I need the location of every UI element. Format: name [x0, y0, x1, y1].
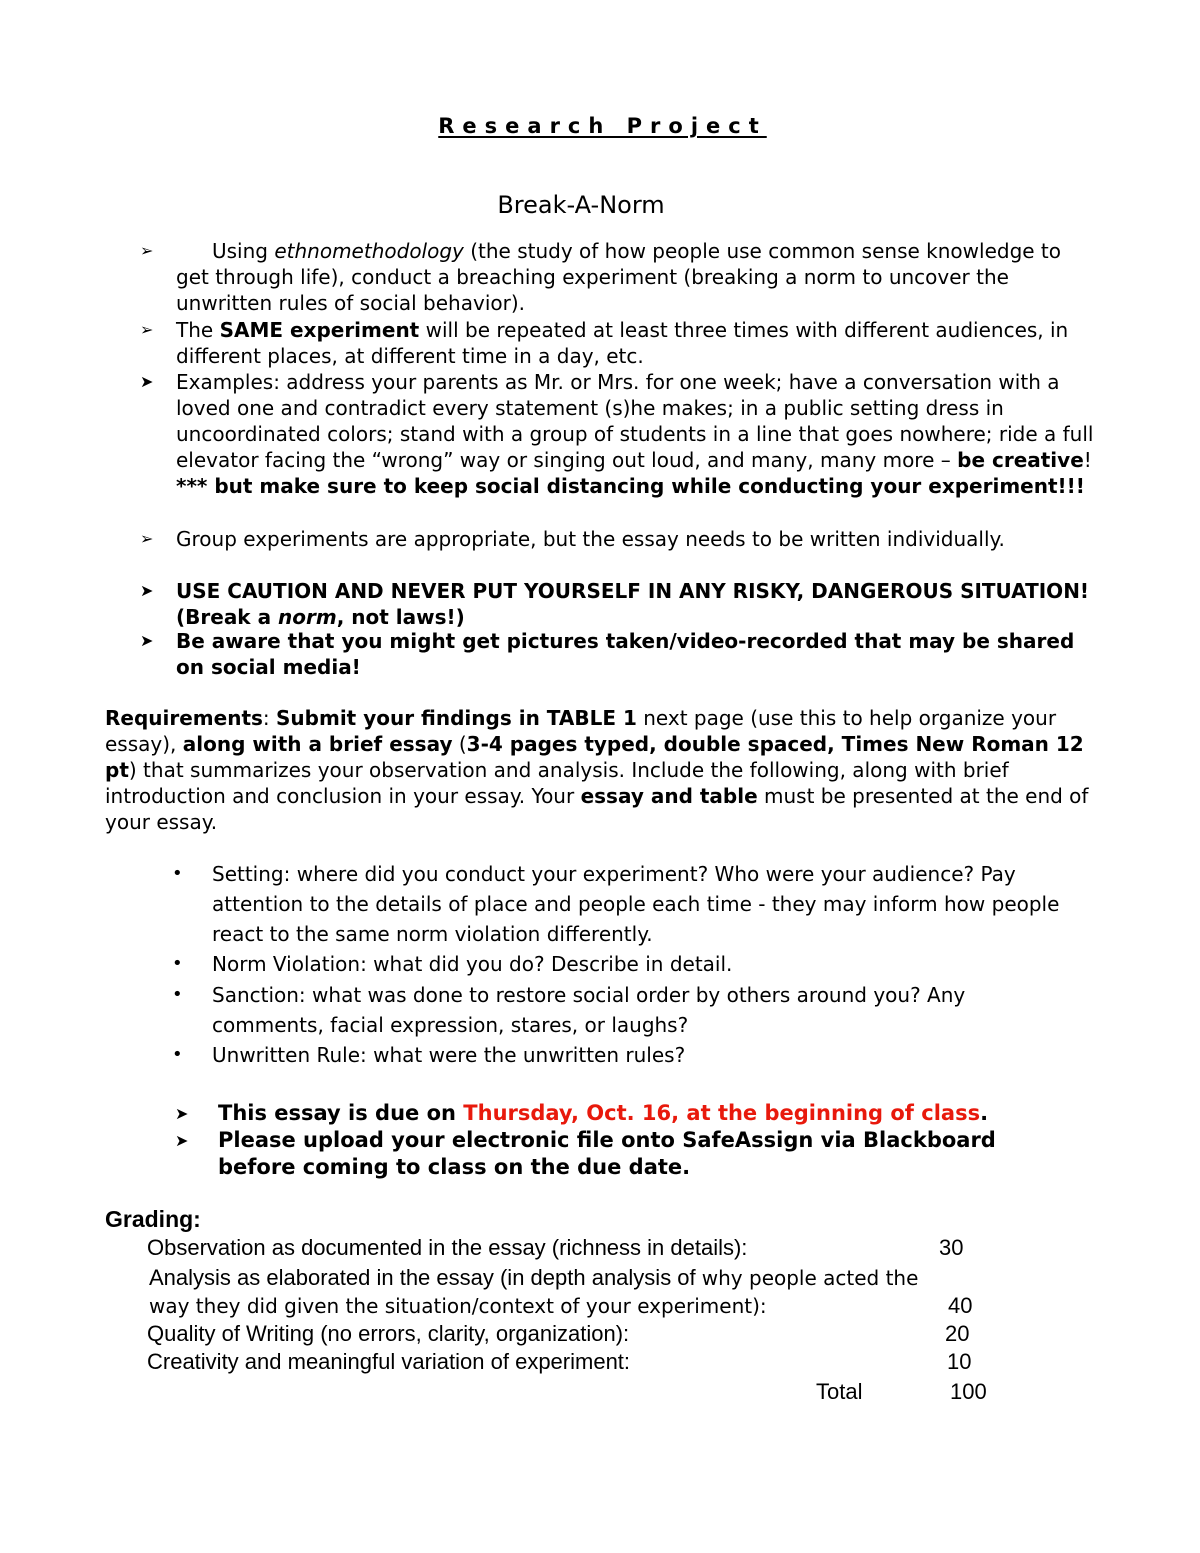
grading-points-observation: 30: [939, 1235, 964, 1260]
grading-row-analysis-cont: way they did given the situation/context of your experiment):: [149, 1294, 767, 1318]
grading-row-quality: Quality of Writing (no errors, clarity, organization):: [147, 1321, 630, 1346]
grading-total-label: Total: [816, 1379, 863, 1404]
page-subtitle: Break-A-Norm: [497, 191, 665, 219]
grading-points-analysis: 40: [948, 1293, 973, 1318]
dot-bullet-icon: •: [172, 953, 183, 974]
instruction-bullet-group: ➢ Group experiments are appropriate, but the essay needs to be written individually.: [140, 527, 1005, 551]
instruction-bullet-examples: ➤ Examples: address your parents as Mr. or Mrs. for one week; have a conversation with a loved one and contradict every statement (s)he makes; in a public setting dress in uncoordinated colors; stand with a group of students in a line that goes nowhere; ride a full elevator facing the “wrong” way or singing out loud, and many, many more – be creative! *** but make sure to keep social distancing while conducting your experiment!!!: [140, 370, 1094, 498]
grading-row-creativity: Creativity and meaningful variation of experiment:: [147, 1349, 631, 1374]
instruction-bullet-same-experiment: ➢ The SAME experiment will be repeated at least three times with different audiences, in different places, at different time in a day, etc.: [140, 318, 1069, 368]
grading-row-analysis: Analysis as elaborated in the essay (in depth analysis of why people acted the: [149, 1265, 919, 1290]
grading-points-quality: 20: [945, 1321, 970, 1346]
arrow-bullet-icon: ➢: [140, 241, 154, 260]
arrow-bullet-icon: ➢: [140, 529, 154, 548]
list-item: • Setting: where did you conduct your experiment? Who were your audience? Pay attention to the details of place and people each time - they may inform how people react to the same norm violation differently.: [172, 859, 1072, 949]
instruction-bullet-ethnomethodology: ➢ Using ethnomethodology (the study of how people use common sense knowledge to get through life), conduct a breaching experiment (breaking a norm to uncover the unwritten rules of social behavior).: [140, 239, 1062, 315]
due-date-notice: ➤ This essay is due on Thursday, Oct. 16, at the beginning of class.: [175, 1101, 989, 1125]
due-date: Thursday, Oct. 16, at the beginning of class: [463, 1101, 981, 1125]
dot-bullet-icon: •: [172, 863, 183, 884]
social-media-bullet: ➤ Be aware that you might get pictures taken/video-recorded that may be shared on social media!: [140, 629, 1075, 679]
caution-bullet: ➤ USE CAUTION AND NEVER PUT YOURSELF IN ANY RISKY, DANGEROUS SITUATION! (Break a norm, not laws!): [140, 579, 1090, 629]
page-title: Research Project: [438, 114, 767, 138]
grading-total-points: 100: [950, 1379, 987, 1404]
grading-row-observation: Observation as documented in the essay (richness in details):: [147, 1235, 748, 1260]
arrow-bullet-icon: ➤: [140, 581, 154, 600]
arrow-bullet-icon: ➢: [140, 320, 154, 339]
arrow-bullet-icon: ➤: [175, 1104, 189, 1123]
requirements-paragraph: Requirements: Submit your findings in TABLE 1 next page (use this to help organize your essay), along with a brief essay (3-4 pages typed, double spaced, Times New Roman 12 pt) that summarizes your observation and analysis. Include the following, along with brief introduction and conclusion in your essay. Your essay and table must be presented at the end of your essay.: [105, 706, 1089, 834]
dot-bullet-icon: •: [172, 1044, 183, 1065]
arrow-bullet-icon: ➤: [175, 1131, 189, 1150]
upload-notice: ➤ Please upload your electronic file onto SafeAssign via Blackboard before coming to class on the due date.: [175, 1128, 996, 1179]
grading-points-creativity: 10: [947, 1349, 972, 1374]
list-item: • Norm Violation: what did you do? Describe in detail.: [172, 949, 1072, 979]
list-item: • Sanction: what was done to restore social order by others around you? Any comments, facial expression, stares, or laughs?: [172, 980, 1072, 1040]
grading-heading: Grading:: [105, 1206, 201, 1232]
dot-bullet-icon: •: [172, 984, 183, 1005]
arrow-bullet-icon: ➤: [140, 372, 154, 391]
arrow-bullet-icon: ➤: [140, 631, 154, 650]
list-item: • Unwritten Rule: what were the unwritten rules?: [172, 1040, 1072, 1070]
